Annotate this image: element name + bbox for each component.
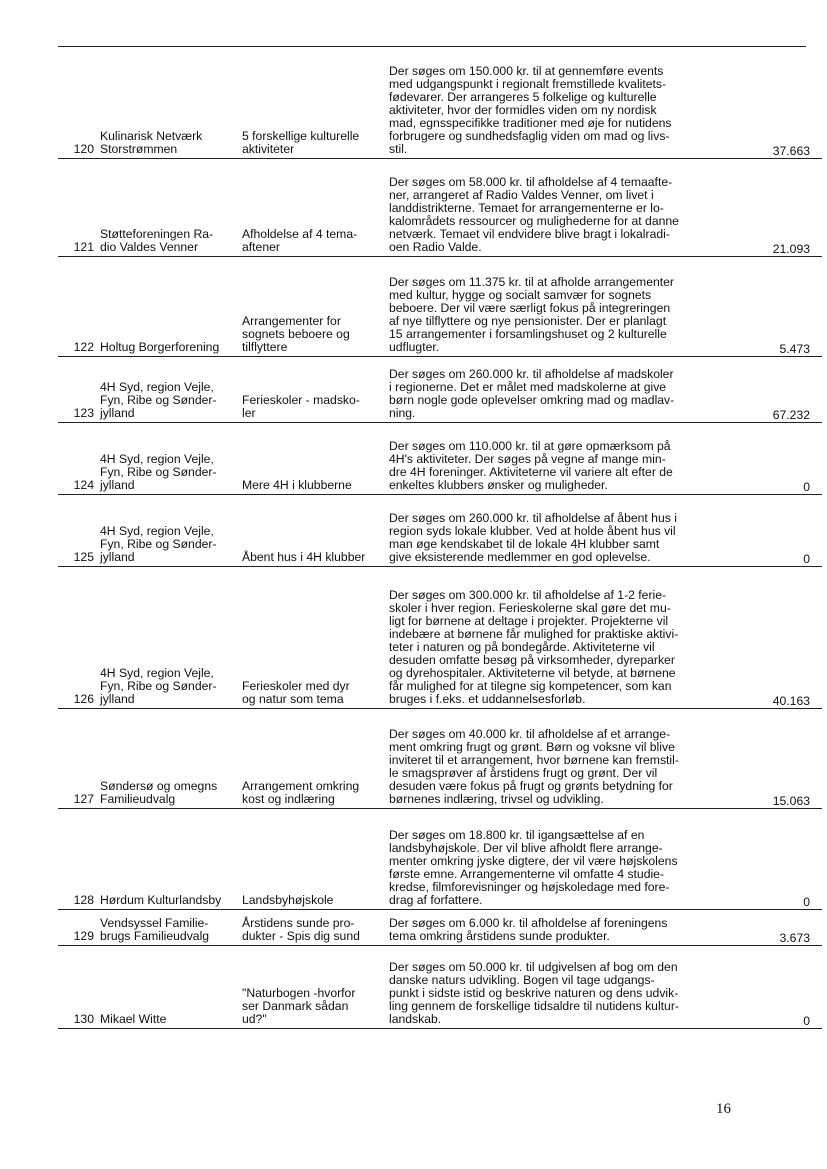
granted-amount	[733, 808, 822, 909]
applicant-name: Holtug Borgerforening	[98, 256, 238, 356]
applicant-name: 4H Syd, region Vejle, Fyn, Ribe og Sønder- jylland	[98, 494, 238, 566]
project-title: Arrangementer for sognets beboere og tilflyttere	[238, 256, 387, 356]
project-description: Der søges om 110.000 kr. til at gøre opmærksom på 4H's aktiviteter. Der søges på vegne af mange min- dre 4H foreninger. Aktiviteterne vil variere alt efter de enkeltes klubbers ønsker og muligheder.	[387, 422, 733, 494]
project-description: Der søges om 260.000 kr. til afholdelse af åbent hus i region syds lokale klubber. Ved at holde åbent hus vil man øge kendskabet til de lokale 4H klubber samt give eksisterende medlemmer en god oplevelse.	[387, 494, 733, 566]
granted-amount	[733, 356, 822, 422]
row-number: 124	[58, 422, 98, 494]
granted-amount-value: 5.473	[779, 342, 810, 356]
granted-amount-value: 67.232	[772, 408, 810, 422]
table-row	[58, 422, 822, 494]
table-row	[58, 356, 822, 422]
project-title: Mere 4H i klubberne	[238, 422, 387, 494]
project-title: 5 forskellige kulturelle aktiviteter	[238, 47, 387, 158]
project-title: Årstidens sunde pro- dukter - Spis dig sund	[238, 909, 387, 945]
granted-amount-value: 0	[803, 1014, 810, 1028]
applicant-name: 4H Syd, region Vejle, Fyn, Ribe og Sønder- jylland	[98, 356, 238, 422]
applicant-name: Vendsyssel Familie- brugs Familieudvalg	[98, 909, 238, 945]
row-number: 123	[58, 356, 98, 422]
applicant-name: Støtteforeningen Ra- dio Valdes Venner	[98, 158, 238, 256]
table-row	[58, 945, 822, 1028]
table-row	[58, 494, 822, 566]
granted-amount-value: 15.063	[772, 794, 810, 808]
row-number: 126	[58, 566, 98, 708]
applicant-name: 4H Syd, region Vejle, Fyn, Ribe og Sønder- jylland	[98, 566, 238, 708]
granted-amount	[733, 494, 822, 566]
table-row	[58, 158, 822, 256]
row-number: 120	[58, 47, 98, 158]
project-description: Der søges om 58.000 kr. til afholdelse af 4 temaafte- ner, arrangeret af Radio Valdes Venner, om livet i landdistrikterne. Temaet for arrangementerne er lo- kalområdets ressourcer og mulighederne for at danne netværk. Temaet vil endvidere blive bragt i lokalradi- oen Radio Valde.	[387, 158, 733, 256]
applicant-name: Mikael Witte	[98, 945, 238, 1028]
grants-table-body	[58, 47, 822, 1028]
project-description: Der søges om 6.000 kr. til afholdelse af foreningens tema omkring årstidens sunde produkter.	[387, 909, 733, 945]
granted-amount	[733, 422, 822, 494]
page-number: 16	[716, 1101, 731, 1117]
applicant-name: 4H Syd, region Vejle, Fyn, Ribe og Sønder- jylland	[98, 422, 238, 494]
granted-amount	[733, 566, 822, 708]
applicant-name: Kulinarisk Netværk Storstrømmen	[98, 47, 238, 158]
row-number: 128	[58, 808, 98, 909]
row-number: 129	[58, 909, 98, 945]
project-title: Ferieskoler med dyr og natur som tema	[238, 566, 387, 708]
table-row	[58, 808, 822, 909]
table-row	[58, 566, 822, 708]
granted-amount-value: 0	[803, 552, 810, 566]
project-description: Der søges om 11.375 kr. til at afholde arrangementer med kultur, hygge og socialt samvær for sognets beboere. Der vil være særligt fokus på integreringen af nye tilflyttere og nye pensionister. Der er planlagt 15 arrangementer i forsamlingshuset og 2 kulturelle udflugter.	[387, 256, 733, 356]
granted-amount	[733, 158, 822, 256]
grants-table	[58, 47, 822, 1029]
project-description: Der søges om 40.000 kr. til afholdelse af et arrange- ment omkring frugt og grønt. Børn og voksne vil blive inviteret til et arrangement, hvor børnene kan fremstil- le smagsprøver af årstidens frugt og grønt. Der vil desuden være fokus på frugt og grønts betydning for børnenes indlæring, trivsel og udvikling.	[387, 708, 733, 808]
granted-amount-value: 40.163	[772, 694, 810, 708]
granted-amount	[733, 256, 822, 356]
row-number: 127	[58, 708, 98, 808]
granted-amount	[733, 909, 822, 945]
row-number: 125	[58, 494, 98, 566]
applicant-name: Hørdum Kulturlandsby	[98, 808, 238, 909]
granted-amount	[733, 47, 822, 158]
applicant-name: Søndersø og omegns Familieudvalg	[98, 708, 238, 808]
granted-amount	[733, 945, 822, 1028]
project-description: Der søges om 300.000 kr. til afholdelse af 1-2 ferie- skoler i hver region. Ferieskolerne skal gøre det mu- ligt for børnene at deltage i projekter. Projekterne vil indebære at børnene får mulighed for praktiske aktivi- teter i naturen og på bondegårde. Aktiviteterne vil desuden omfatte besøg på virksomheder, dyreparker og dyrehospitaler. Aktiviteterne vil betyde, at børnene får mulighed for at tilegne sig kompetencer, som kan bruges i f.eks. et uddannelsesforløb.	[387, 566, 733, 708]
project-title: Ferieskoler - madsko- ler	[238, 356, 387, 422]
row-number: 121	[58, 158, 98, 256]
granted-amount-value: 21.093	[772, 242, 810, 256]
granted-amount-value: 37.663	[772, 144, 810, 158]
table-row	[58, 256, 822, 356]
granted-amount-value: 0	[803, 895, 810, 909]
project-description: Der søges om 18.800 kr. til igangsættelse af en landsbyhøjskole. Der vil blive afholdt flere arrange- menter omkring jyske digtere, der vil være højskolens første emne. Arrangementerne vil omfatte 4 studie- kredse, filmforevisninger og højskoledage med fore- drag af forfattere.	[387, 808, 733, 909]
row-number: 130	[58, 945, 98, 1028]
project-title: "Naturbogen -hvorfor ser Danmark sådan ud?"	[238, 945, 387, 1028]
project-description: Der søges om 50.000 kr. til udgivelsen af bog om den danske naturs udvikling. Bogen vil tage udgangs- punkt i sidste istid og beskrive naturen og dens udvik- ling gennem de forskellige tidsaldre til nutidens kultur- landskab.	[387, 945, 733, 1028]
project-title: Landsbyhøjskole	[238, 808, 387, 909]
granted-amount-value: 0	[803, 480, 810, 494]
table-row	[58, 708, 822, 808]
table-row	[58, 909, 822, 945]
project-title: Afholdelse af 4 tema- aftener	[238, 158, 387, 256]
project-description: Der søges om 150.000 kr. til at gennemføre events med udgangspunkt i regionalt fremstillede kvalitets- fødevarer. Der arrangeres 5 folkelige og kulturelle aktiviteter, hvor der formidles viden om ny nordisk mad, egnsspecifikke traditioner med øje for nutidens forbrugere og sundhedsfaglig viden om mad og livs- stil.	[387, 47, 733, 158]
row-number: 122	[58, 256, 98, 356]
granted-amount	[733, 708, 822, 808]
granted-amount-value: 3.673	[779, 931, 810, 945]
project-title: Åbent hus i 4H klubber	[238, 494, 387, 566]
table-row	[58, 47, 822, 158]
project-title: Arrangement omkring kost og indlæring	[238, 708, 387, 808]
project-description: Der søges om 260.000 kr. til afholdelse af madskoler i regionerne. Det er målet med madskolerne at give børn nogle gode oplevelser omkring mad og madlav- ning.	[387, 356, 733, 422]
